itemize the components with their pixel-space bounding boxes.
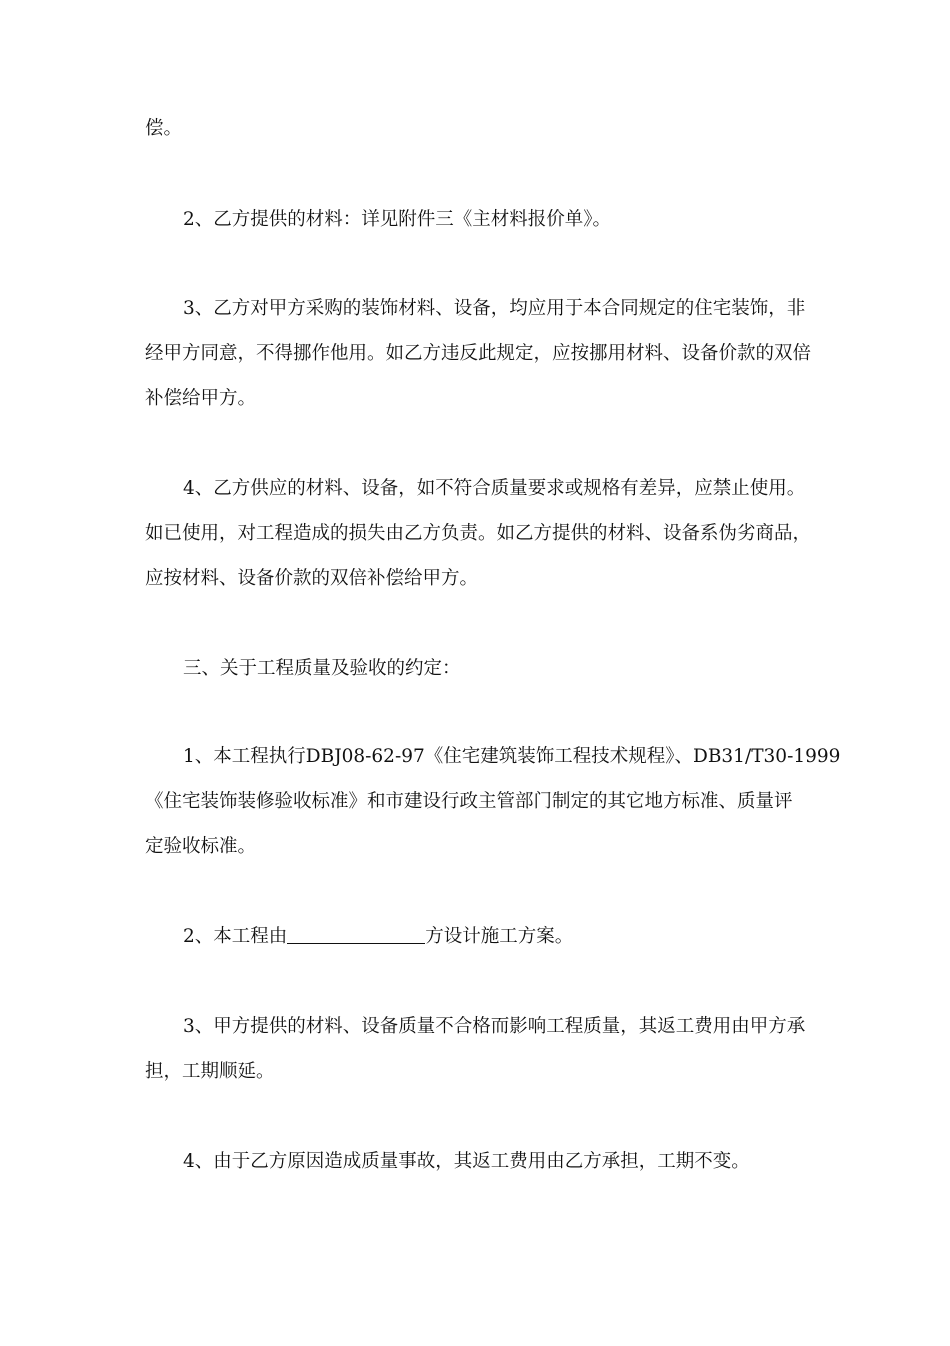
clause-2-materials: 2、乙方提供的材料：详见附件三《主材料报价单》。 — [183, 209, 612, 230]
quality-clause-1-line-2: 《住宅装饰装修验收标准》和市建设行政主管部门制定的其它地方标准、质量评 — [145, 791, 793, 812]
quality-clause-2-prefix: 2、本工程由 — [183, 926, 288, 947]
quality-clause-3-line-1: 3、甲方提供的材料、设备质量不合格而影响工程质量，其返工费用由甲方承 — [183, 1016, 806, 1037]
clause-4-line-1: 4、乙方供应的材料、设备，如不符合质量要求或规格有差异，应禁止使用。 — [183, 478, 806, 499]
clause-3-line-2: 经甲方同意，不得挪作他用。如乙方违反此规定，应按挪用材料、设备价款的双倍 — [145, 343, 812, 364]
quality-clause-3-line-2: 担，工期顺延。 — [145, 1061, 275, 1082]
fill-in-blank — [287, 925, 425, 944]
clause-4-line-2: 如已使用，对工程造成的损失由乙方负责。如乙方提供的材料、设备系伪劣商品， — [145, 523, 812, 544]
quality-clause-1-line-3: 定验收标准。 — [145, 836, 257, 857]
paragraph-continuation: 偿。 — [145, 118, 183, 139]
quality-clause-1-line-1: 1、本工程执行DBJ08-62-97《住宅建筑装饰工程技术规程》、DB31/T30-1999 — [183, 746, 841, 767]
clause-3-line-1: 3、乙方对甲方采购的装饰材料、设备，均应用于本合同规定的住宅装饰，非 — [183, 298, 806, 319]
section-3-heading: 三、关于工程质量及验收的约定： — [183, 658, 461, 679]
clause-3-line-3: 补偿给甲方。 — [145, 388, 257, 409]
quality-clause-2-suffix: 方设计施工方案。 — [425, 926, 574, 947]
quality-clause-2 — [183, 925, 573, 949]
clause-4-line-3: 应按材料、设备价款的双倍补偿给甲方。 — [145, 568, 479, 589]
quality-clause-4: 4、由于乙方原因造成质量事故，其返工费用由乙方承担，工期不变。 — [183, 1151, 750, 1172]
